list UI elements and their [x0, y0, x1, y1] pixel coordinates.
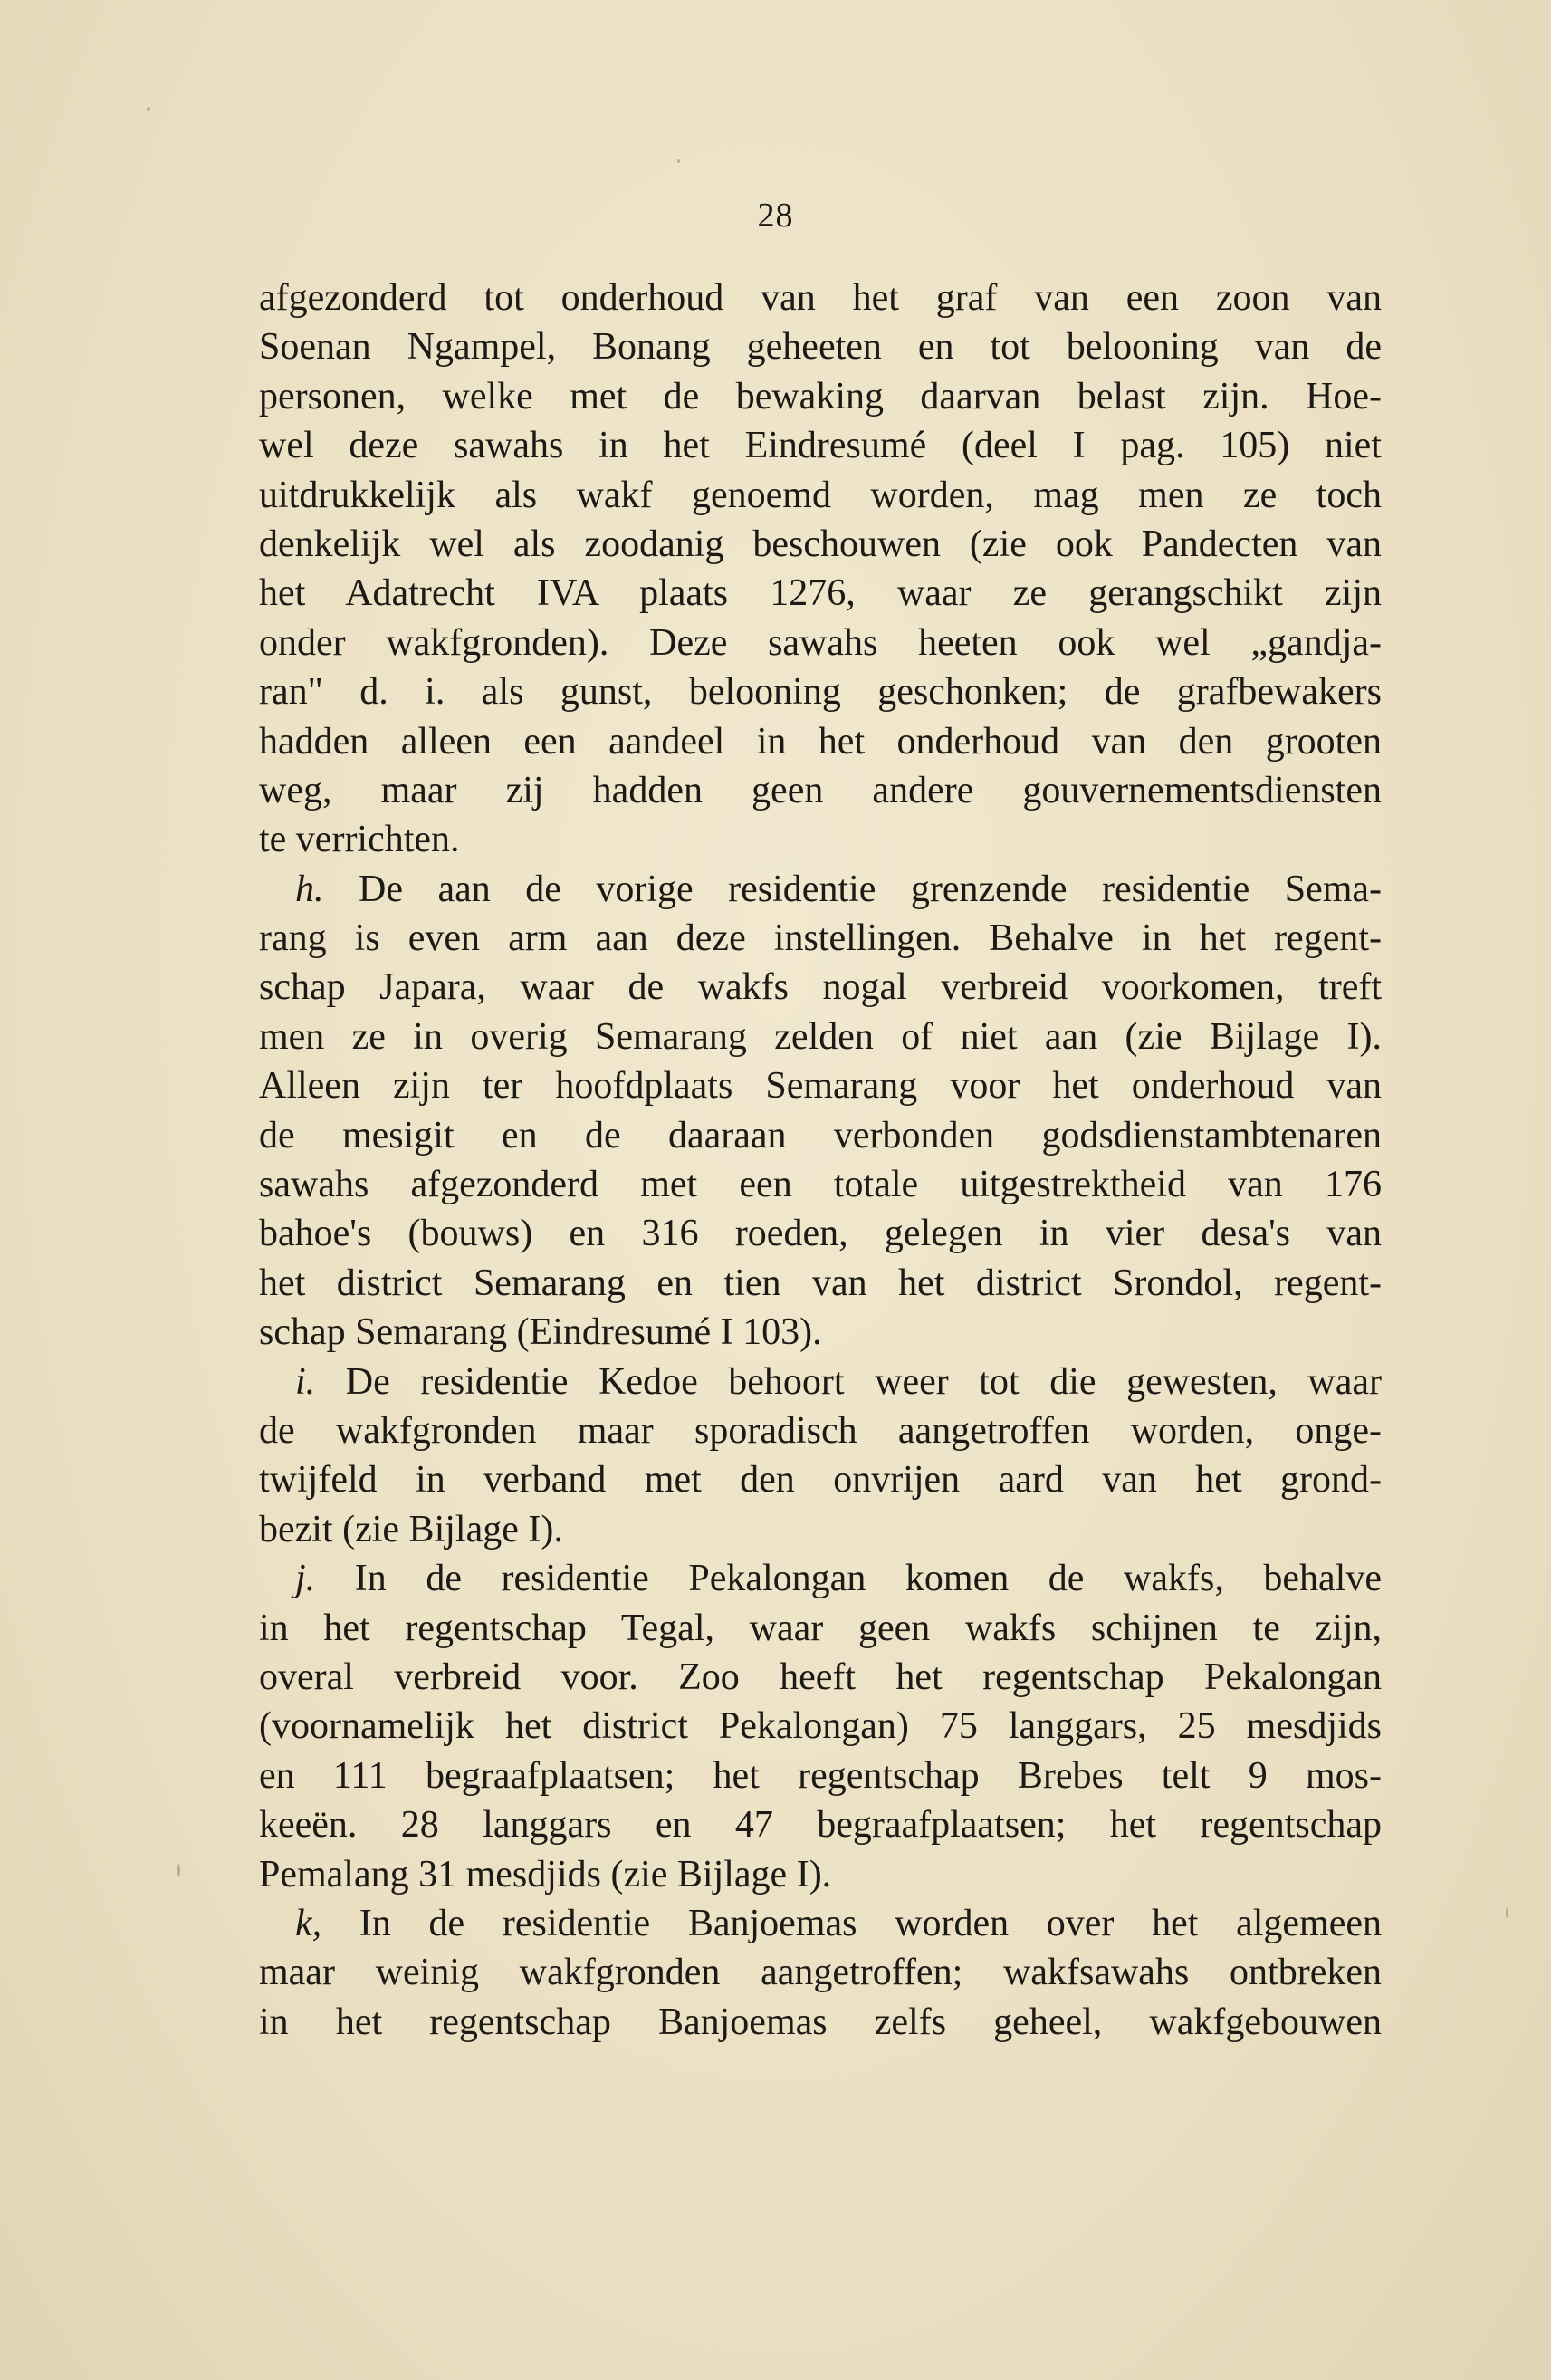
paragraph-marker: j.: [295, 1558, 316, 1600]
paragraph-marker: h.: [295, 868, 324, 910]
paragraph-k-start: k, In de residentie Banjoemas worden over het algemeen: [295, 1902, 1382, 1944]
text-line: hadden alleen een aandeel in het onderhoud van den grooten: [259, 720, 1382, 763]
paper-speck: [1506, 1907, 1508, 1918]
text-line: afgezonderd tot onderhoud van het graf van een zoon van: [259, 277, 1382, 319]
text-line: de wakfgronden maar sporadisch aangetroffen worden, onge-: [259, 1409, 1382, 1452]
text-line: sawahs afgezonderd met een totale uitgestrektheid van 176: [259, 1164, 1382, 1206]
text-line: het district Semarang en tien van het district Srondol, regent-: [259, 1262, 1382, 1304]
text-line: Soenan Ngampel, Bonang geheeten en tot belooning van de: [259, 326, 1382, 369]
paragraph-marker: i.: [295, 1360, 316, 1403]
text-line: uitdrukkelijk als wakf genoemd worden, mag men ze toch: [259, 474, 1382, 516]
text-line: het Adatrecht IVA plaats 1276, waar ze gerangschikt zijn: [259, 572, 1382, 615]
text-line: schap Japara, waar de wakfs nogal verbreid voorkomen, treft: [259, 966, 1382, 1009]
text-line: denkelijk wel als zoodanig beschouwen (zie ook Pandecten van: [259, 523, 1382, 565]
text-line: ran" d. i. als gunst, belooning geschonken; de grafbewakers: [259, 671, 1382, 714]
text-line: Alleen zijn ter hoofdplaats Semarang voor het onderhoud van: [259, 1065, 1382, 1108]
text-line: te verrichten.: [259, 819, 460, 861]
paragraph-j-start: j. In de residentie Pekalongan komen de wakfs, behalve: [295, 1558, 1382, 1600]
text-line: en 111 begraafplaatsen; het regentschap Brebes telt 9 mos-: [259, 1754, 1382, 1797]
text-line: schap Semarang (Eindresumé I 103).: [259, 1311, 822, 1354]
text-line: bezit (zie Bijlage I).: [259, 1508, 563, 1550]
text-line: (voornamelijk het district Pekalongan) 75 langgars, 25 mesdjids: [259, 1705, 1382, 1748]
text-line: in het regentschap Banjoemas zelfs geheel, wakfgebouwen: [259, 2001, 1382, 2043]
text-line: onder wakfgronden). Deze sawahs heeten ook wel „gandja-: [259, 621, 1382, 664]
page-number: 28: [757, 197, 794, 235]
text-line: twijfeld in verband met den onvrijen aard van het grond-: [259, 1459, 1382, 1502]
body-text: [259, 274, 1382, 2047]
text-line: men ze in overig Semarang zelden of niet aan (zie Bijlage I).: [259, 1015, 1382, 1058]
paper-speck: [147, 107, 150, 111]
paragraph-i-start: i. De residentie Kedoe behoort weer tot die gewesten, waar: [295, 1360, 1382, 1403]
text-line: maar weinig wakfgronden aangetroffen; wakfsawahs ontbreken: [259, 1952, 1382, 1994]
text-line: rang is even arm aan deze instellingen. Behalve in het regent-: [259, 917, 1382, 960]
text-line: in het regentschap Tegal, waar geen wakfs schijnen te zijn,: [259, 1607, 1382, 1649]
text-line: bahoe's (bouws) en 316 roeden, gelegen in vier desa's van: [259, 1213, 1382, 1255]
text-line: wel deze sawahs in het Eindresumé (deel I pag. 105) niet: [259, 425, 1382, 467]
text-line: Pemalang 31 mesdjids (zie Bijlage I).: [259, 1853, 832, 1895]
text-line: weg, maar zij hadden geen andere gouvernementsdiensten: [259, 769, 1382, 811]
text-line: keeën. 28 langgars en 47 begraafplaatsen; het regentschap: [259, 1804, 1382, 1847]
paragraph-h-start: h. De aan de vorige residentie grenzende residentie Sema-: [295, 868, 1382, 910]
text-line: overal verbreid voor. Zoo heeft het regentschap Pekalongan: [259, 1655, 1382, 1698]
text-line: de mesigit en de daaraan verbonden godsdienstambtenaren: [259, 1114, 1382, 1156]
paragraph-marker: k,: [295, 1902, 322, 1944]
paper-speck: [677, 159, 680, 163]
text-line: personen, welke met de bewaking daarvan belast zijn. Hoe-: [259, 375, 1382, 417]
paper-speck: [177, 1864, 180, 1876]
